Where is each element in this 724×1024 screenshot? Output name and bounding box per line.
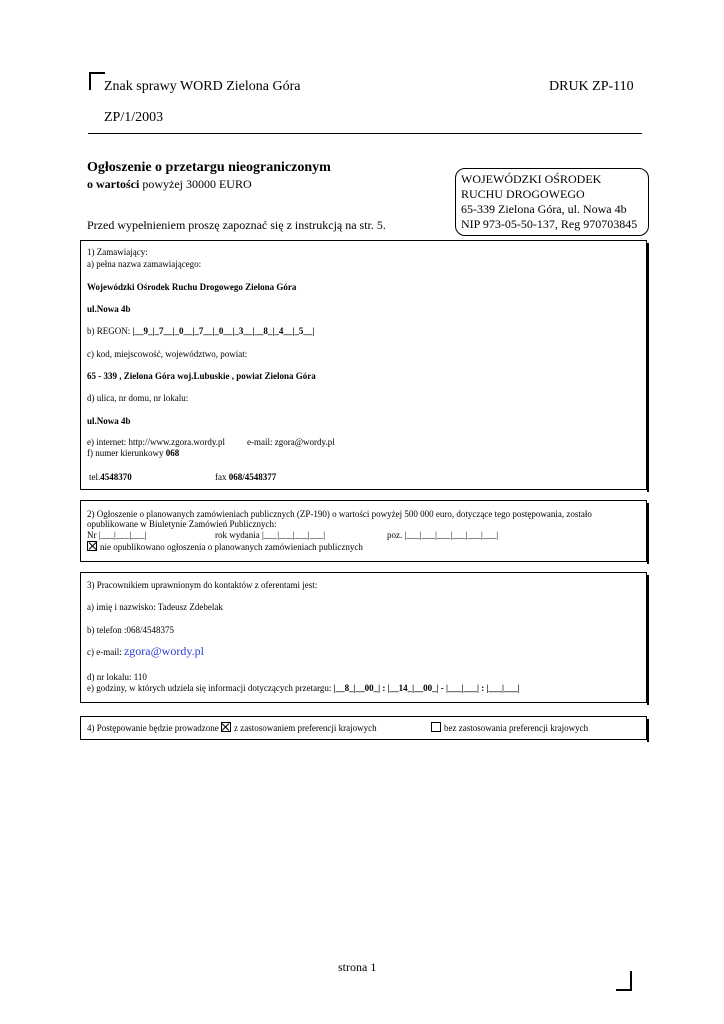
box-shadow [647,719,649,742]
contact-hours-label: e) godziny, w których udziela się informacji dotyczących przetargu: [87,683,334,693]
address-line: WOJEWÓDZKI OŚRODEK [461,172,602,186]
address-stamp-box [455,168,649,236]
preferences-label: 4) Postępowanie będzie prowadzone [87,723,221,733]
address-line: RUCHU DROGOWEGO [461,187,585,201]
case-label: Znak sprawy WORD Zielona Góra [104,79,301,94]
section-contracting-authority [80,240,647,490]
page-number: strona 1 [338,960,377,974]
area-code-row [87,448,179,459]
contact-phone: b) telefon :068/4548375 [87,625,174,635]
section-preferences [80,716,647,740]
page-title: Ogłoszenie o przetargu nieograniczonym [87,160,331,175]
form-code: DRUK ZP-110 [549,79,634,94]
section3-heading: 3) Pracownikiem uprawnionym do kontaktów z oferentami jest: [87,580,318,590]
internet-row [87,437,335,448]
fax-row [215,472,276,483]
not-published-label: nie opublikowano ogłoszenia o planowanych zamówieniach publicznych [100,542,363,552]
regon-value: |__9_|_7__|_0__|_7__|_0__|_3__|__8_|_4__|_5__| [132,326,315,336]
section2-line2: opublikowane w Biuletynie Zamówień Publicznych: [87,519,277,529]
name-value: Wojewódzki Ośrodek Ruchu Drogowego Zielona Góra [87,282,297,292]
preferences-row [87,722,377,734]
internet-value: e) internet: http://www.zgora.wordy.pl [87,437,226,447]
street-label: d) ulica, nr domu, nr lokalu: [87,393,189,403]
corner-mark-bottom-right [616,971,632,991]
section-planned-procurement [80,500,647,562]
street-value-1: ul.Nowa 4b [87,304,131,314]
area-code-label: f) numer kierunkowy [87,448,166,458]
contact-email-label: c) e-mail: [87,647,124,657]
with-preferences-checkbox[interactable] [221,722,231,732]
address-line: 65-339 Zielona Góra, ul. Nowa 4b [461,202,627,216]
header-divider [88,133,642,134]
case-number: ZP/1/2003 [104,110,164,125]
address-line: NIP 973-05-50-137, Reg 970703845 [461,217,638,231]
bulletin-year: rok wydania |___|___|___|___| [215,530,325,540]
section2-line1: 2) Ogłoszenie o planowanych zamówieniach publicznych (ZP-190) o wartości powyżej 500 000 euro, dotyczące tego postępowania, zostało [87,509,592,519]
box-shadow [647,243,649,492]
contact-email-link[interactable]: zgora@wordy.pl [123,644,204,658]
email-value: e-mail: zgora@wordy.pl [247,437,335,447]
subtitle-rest: powyżej 30000 EURO [139,177,252,191]
regon-label: b) REGON: [87,326,133,336]
contact-email-row [87,646,204,658]
tel-row [89,472,132,483]
fax-label: fax [215,472,229,482]
instruction-note: Przed wypełnieniem proszę zapoznać się z instrukcją na str. 5. [87,218,386,232]
contact-hours-value: |__8_|__00_| : |__14_|__00_| - |___|___| : |___|___| [333,683,520,693]
address-label: c) kod, miejscowość, województwo, powiat: [87,349,248,359]
fax-value: 068/4548377 [228,472,277,482]
section1-heading: 1) Zamawiający: [87,247,148,257]
name-label: a) pełna nazwa zamawiającego: [87,259,202,269]
section-contact-person [80,572,647,703]
without-preferences-label: bez zastosowania preferencji krajowych [444,723,589,733]
contact-name: a) imię i nazwisko: Tadeusz Zdebelak [87,602,223,612]
area-code-value: 068 [165,448,180,458]
without-preferences-row [431,722,588,734]
not-published-checkbox[interactable] [87,541,97,551]
subtitle-bold: o wartości [87,177,140,191]
page-subtitle [87,177,252,192]
street-value-2: ul.Nowa 4b [87,416,131,426]
without-preferences-checkbox[interactable] [431,722,441,732]
corner-mark-top-left [89,72,105,90]
box-shadow [647,575,649,705]
contact-room: d) nr lokalu: 110 [87,672,147,682]
with-preferences-label: z zastosowaniem preferencji krajowych [233,723,377,733]
bulletin-nr: Nr |___|___|___| [87,530,147,540]
tel-value: 4548370 [100,472,132,482]
contact-hours-row [87,683,519,694]
regon-row [87,326,314,337]
not-published-row [87,541,363,553]
address-value: 65 - 339 , Zielona Góra woj.Lubuskie , powiat Zielona Góra [87,371,316,381]
box-shadow [647,503,649,564]
tel-label: tel. [89,472,101,482]
bulletin-position: poz. |___|___|___|___|___|___| [387,530,499,540]
